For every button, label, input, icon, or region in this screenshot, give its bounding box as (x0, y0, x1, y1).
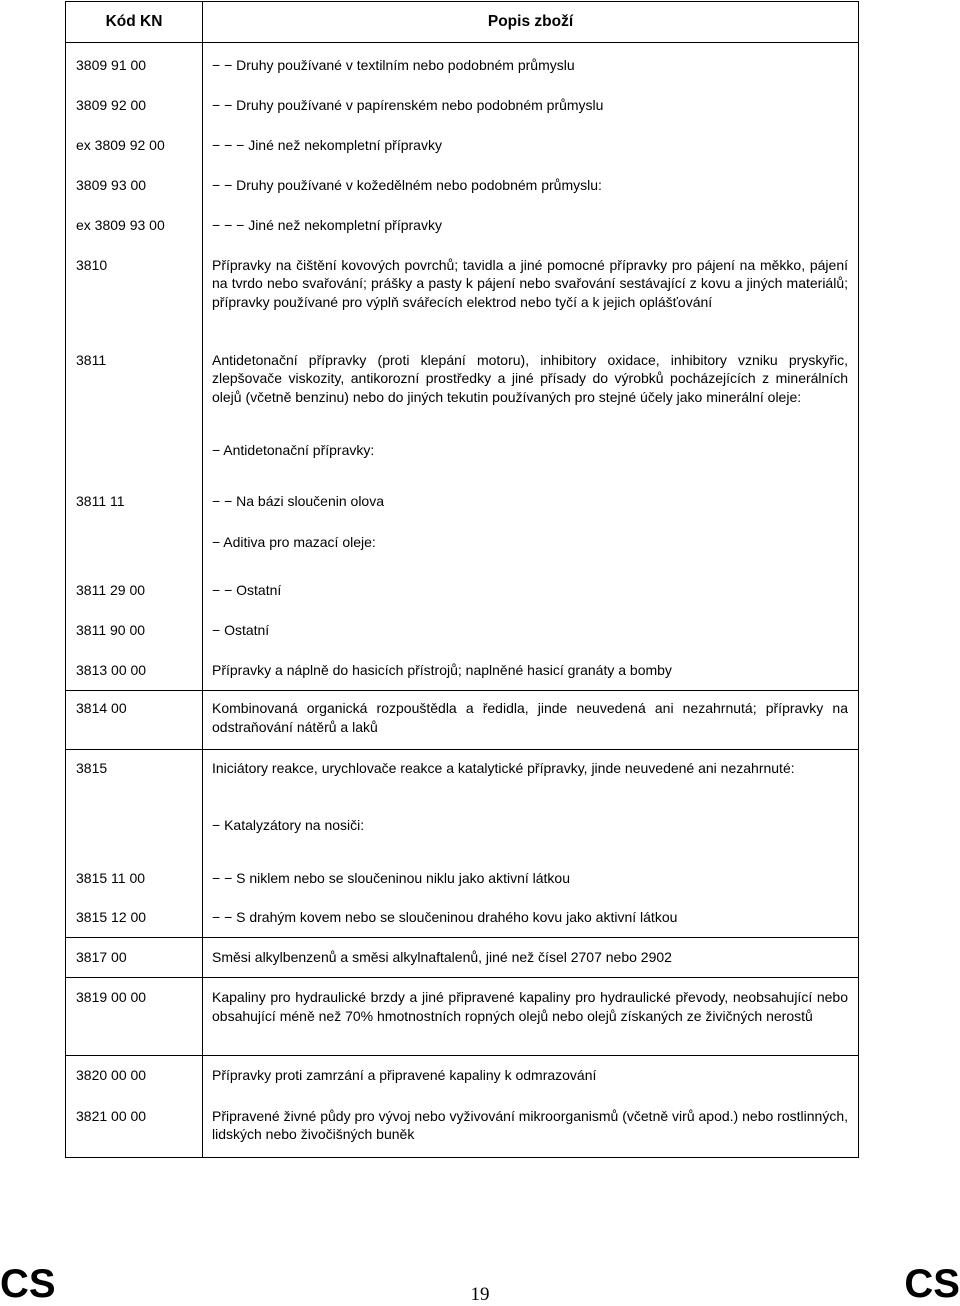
kn-code: 3820 00 00 (66, 1056, 203, 1096)
goods-description: − − S drahým kovem nebo se sloučeninou drahého kovu jako aktivní látkou (203, 897, 859, 938)
goods-description: − Katalyzátory na nosiči: (203, 809, 859, 857)
goods-description: − − Na bázi sloučenin olova (203, 481, 859, 522)
table-row (66, 123, 859, 163)
kn-code: 3815 11 00 (66, 857, 203, 897)
goods-description: − Antidetonační přípravky: (203, 433, 859, 481)
goods-description: Přípravky na čištění kovových povrchů; tavidla a jiné pomocné přípravky pro pájení na měkko, pájení na tvrdo nebo svařování; prášky a pasty k pájení nebo svařování sestávající z kovu a jiných materiálů; přípravky používané pro výplň svářecích elektrod nebo tyčí a k jejich oplášťování (203, 243, 859, 340)
column-header-code: Kód KN (66, 2, 203, 43)
table-row (66, 978, 859, 1056)
goods-description: Směsi alkylbenzenů a směsi alkylnaftalenů, jiné než čísel 2707 nebo 2902 (203, 938, 859, 978)
table-row (66, 243, 859, 340)
goods-description: Antidetonační přípravky (proti klepání motoru), inhibitory oxidace, inhibitory vzniku pryskyřic, zlepšovače viskozity, antikorozní prostředky a jiné přísady do výrobků pocházejících z minerálních olejů (včetně benzinu) nebo do jiných tekutin používaných pro stejné účely jako minerální oleje: (203, 340, 859, 433)
goods-description: Kapaliny pro hydraulické brzdy a jiné připravené kapaliny pro hydraulické převody, neobsahující nebo obsahující méně než 70% hmotnostních ropných olejů nebo olejů získaných ze živičných nerostů (203, 978, 859, 1056)
kn-code (66, 522, 203, 570)
table-row (66, 610, 859, 650)
table-row (66, 938, 859, 978)
table-row (66, 750, 859, 809)
kn-code: 3809 91 00 (66, 43, 203, 83)
goods-description: − − Druhy používané v kožedělném nebo podobném průmyslu: (203, 163, 859, 203)
table-row (66, 691, 859, 750)
kn-code (66, 433, 203, 481)
table-row (66, 83, 859, 123)
goods-description: − − Druhy používané v papírenském nebo podobném průmyslu (203, 83, 859, 123)
goods-description: − − Ostatní (203, 570, 859, 610)
kn-code: 3811 11 (66, 481, 203, 522)
kn-code: 3811 (66, 340, 203, 433)
goods-description: − Aditiva pro mazací oleje: (203, 522, 859, 570)
table-row (66, 481, 859, 522)
column-header-description: Popis zboží (203, 2, 859, 43)
page-footer (0, 1262, 960, 1306)
goods-description: Iniciátory reakce, urychlovače reakce a katalytické přípravky, jinde neuvedené ani nezahrnuté: (203, 750, 859, 809)
kn-code: ex 3809 92 00 (66, 123, 203, 163)
kn-code: 3809 92 00 (66, 83, 203, 123)
table-header-row (66, 2, 859, 43)
goods-description: − Ostatní (203, 610, 859, 650)
language-mark-right: CS (904, 1262, 960, 1306)
table-row (66, 433, 859, 481)
kn-code: 3811 90 00 (66, 610, 203, 650)
goods-description: − − − Jiné než nekompletní přípravky (203, 123, 859, 163)
table-row (66, 809, 859, 857)
kn-code: 3815 12 00 (66, 897, 203, 938)
table-row (66, 43, 859, 83)
table-row (66, 203, 859, 243)
kn-code: 3817 00 (66, 938, 203, 978)
table-row (66, 897, 859, 938)
kn-code: 3815 (66, 750, 203, 809)
kn-code: 3810 (66, 243, 203, 340)
kn-code: 3821 00 00 (66, 1096, 203, 1158)
kn-code: 3814 00 (66, 691, 203, 750)
kn-code: 3809 93 00 (66, 163, 203, 203)
table-row (66, 857, 859, 897)
kn-code: ex 3809 93 00 (66, 203, 203, 243)
goods-description: − − − Jiné než nekompletní přípravky (203, 203, 859, 243)
goods-description: Přípravky proti zamrzání a připravené kapaliny k odmrazování (203, 1056, 859, 1096)
goods-description: − − S niklem nebo se sloučeninou niklu jako aktivní látkou (203, 857, 859, 897)
table-row (66, 340, 859, 433)
language-mark-left: CS (0, 1262, 56, 1306)
goods-description: Připravené živné půdy pro vývoj nebo vyživování mikroorganismů (včetně virů apod.) nebo rostlinných, lidských nebo živočišných buněk (203, 1096, 859, 1158)
kn-code: 3813 00 00 (66, 650, 203, 691)
kn-code: 3819 00 00 (66, 978, 203, 1056)
table-row (66, 1096, 859, 1158)
kn-code (66, 809, 203, 857)
table-row (66, 163, 859, 203)
goods-description: Kombinovaná organická rozpouštědla a ředidla, jinde neuvedená ani nezahrnutá; přípravky na odstraňování nátěrů a laků (203, 691, 859, 750)
tariff-table (65, 1, 859, 1158)
table-row (66, 522, 859, 570)
page-number: 19 (470, 1284, 490, 1305)
goods-description: Přípravky a náplně do hasicích přístrojů; naplněné hasicí granáty a bomby (203, 650, 859, 691)
table-row (66, 1056, 859, 1096)
goods-description: − − Druhy používané v textilním nebo podobném průmyslu (203, 43, 859, 83)
kn-code: 3811 29 00 (66, 570, 203, 610)
table-row (66, 650, 859, 691)
table-row (66, 570, 859, 610)
